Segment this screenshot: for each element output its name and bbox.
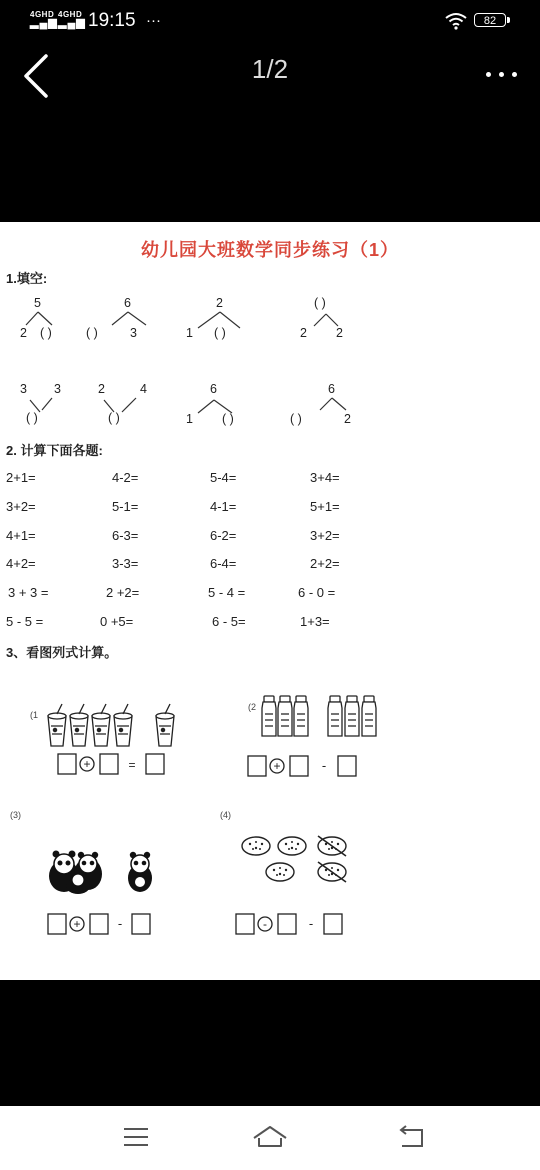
wifi-icon [444, 12, 468, 30]
bond4-top: ( ) [314, 296, 326, 310]
section1-label: 1.填空: [6, 271, 48, 286]
calc-r6-c3: 6 - 5= [212, 614, 246, 629]
equation-boxes-1 [56, 752, 168, 778]
problem2-result-sign: - [321, 758, 327, 773]
worksheet-title: 幼儿园大班数学同步练习（1） [140, 240, 399, 260]
calc-r2-c1: 3+2= [6, 499, 36, 514]
drink-cups-picture [46, 702, 186, 748]
calc-r5-c3: 5 - 4 = [208, 585, 246, 600]
calc-r3-c2: 6-3= [112, 528, 139, 543]
recent-apps-button[interactable] [116, 1122, 156, 1152]
cookies-picture [240, 832, 352, 888]
milk-bottles-picture [260, 694, 384, 740]
status-bar [0, 0, 540, 44]
calc-r4-c1: 4+2= [6, 556, 36, 571]
nav-back-button[interactable] [392, 1122, 432, 1152]
page-indicator: 1/2 [251, 54, 289, 84]
bond7-right: ( ) [222, 412, 234, 426]
problem3-result-sign: - [117, 916, 123, 931]
bond4-right: 2 [336, 326, 343, 340]
calc-r2-c4: 5+1= [310, 499, 340, 514]
bond1-top: 5 [34, 296, 41, 310]
document-page[interactable] [0, 222, 540, 980]
signal-indicator-2: 4GHD ▂▄▆ [58, 10, 86, 29]
calc-r1-c4: 3+4= [310, 470, 340, 485]
calc-r6-c4: 1+3= [300, 614, 330, 629]
bond3-left: 1 [186, 326, 193, 340]
bond1-left: 2 [20, 326, 27, 340]
bond3-top: 2 [216, 296, 223, 310]
bond6-bottom: ( ) [108, 411, 120, 425]
status-time: 19:15 [88, 10, 136, 31]
bond5-top-right: 3 [54, 382, 61, 396]
problem4-operator: - [263, 917, 267, 931]
bond1-right: ( ) [40, 326, 52, 340]
bond2-left: ( ) [86, 326, 98, 340]
problem1-result-sign: = [128, 758, 136, 772]
calc-r1-c2: 4-2= [112, 470, 139, 485]
menu-icon [116, 1122, 156, 1152]
bond2-right: 3 [130, 326, 137, 340]
viewer-toolbar [0, 44, 540, 104]
calc-r2-c3: 4-1= [210, 499, 237, 514]
section3-label: 3、看图列式计算。 [6, 645, 118, 660]
bond7-left: 1 [186, 412, 193, 426]
bond8-top: 6 [328, 382, 335, 396]
calc-r3-c3: 6-2= [210, 528, 237, 543]
home-icon [250, 1122, 290, 1152]
calc-r4-c2: 3-3= [112, 556, 139, 571]
calc-r4-c3: 6-4= [210, 556, 237, 571]
bond8-right: 2 [344, 412, 351, 426]
problem2-label: (2 [248, 702, 257, 712]
problem3-operator: + [73, 917, 81, 931]
problem3-label: (3) [10, 810, 21, 820]
problem1-label: (1 [30, 710, 39, 720]
calc-r2-c2: 5-1= [112, 499, 139, 514]
problem2-operator: + [273, 759, 281, 773]
pandas-picture [44, 846, 164, 896]
bond3-right: ( ) [214, 326, 226, 340]
bond6-top-right: 4 [140, 382, 147, 396]
equation-boxes-4 [234, 912, 350, 938]
equation-boxes-2 [246, 754, 362, 780]
calc-r6-c1: 5 - 5 = [6, 614, 44, 629]
calc-r5-c1: 3 + 3 = [8, 585, 49, 600]
back-icon [392, 1122, 432, 1152]
bond7-top: 6 [210, 382, 217, 396]
bond6-top-left: 2 [98, 382, 105, 396]
problem4-result-sign: - [308, 916, 314, 931]
calc-r4-c4: 2+2= [310, 556, 340, 571]
bond4-left: 2 [300, 326, 307, 340]
bond2-top: 6 [124, 296, 131, 310]
calc-r1-c1: 2+1= [6, 470, 36, 485]
more-options-button[interactable] [476, 62, 526, 86]
battery-indicator: 82 [474, 13, 506, 27]
bond5-top-left: 3 [20, 382, 27, 396]
section2-label: 2. 计算下面各题: [6, 443, 103, 458]
calc-r6-c2: 0 +5= [100, 614, 134, 629]
problem4-label: (4) [220, 810, 231, 820]
status-overflow: ··· [146, 12, 161, 29]
calc-r3-c1: 4+1= [6, 528, 36, 543]
calc-r5-c4: 6 - 0 = [298, 585, 336, 600]
equation-boxes-3 [46, 912, 154, 938]
calc-r3-c4: 3+2= [310, 528, 340, 543]
system-nav-bar [0, 1106, 540, 1170]
bond5-bottom: ( ) [26, 411, 38, 425]
signal-indicator-1: 4GHD ▂▄▆ [30, 10, 58, 29]
problem1-operator: + [83, 757, 91, 771]
calc-r5-c2: 2 +2= [106, 585, 140, 600]
calc-r1-c3: 5-4= [210, 470, 237, 485]
bond8-left: ( ) [290, 412, 302, 426]
home-button[interactable] [250, 1122, 290, 1152]
